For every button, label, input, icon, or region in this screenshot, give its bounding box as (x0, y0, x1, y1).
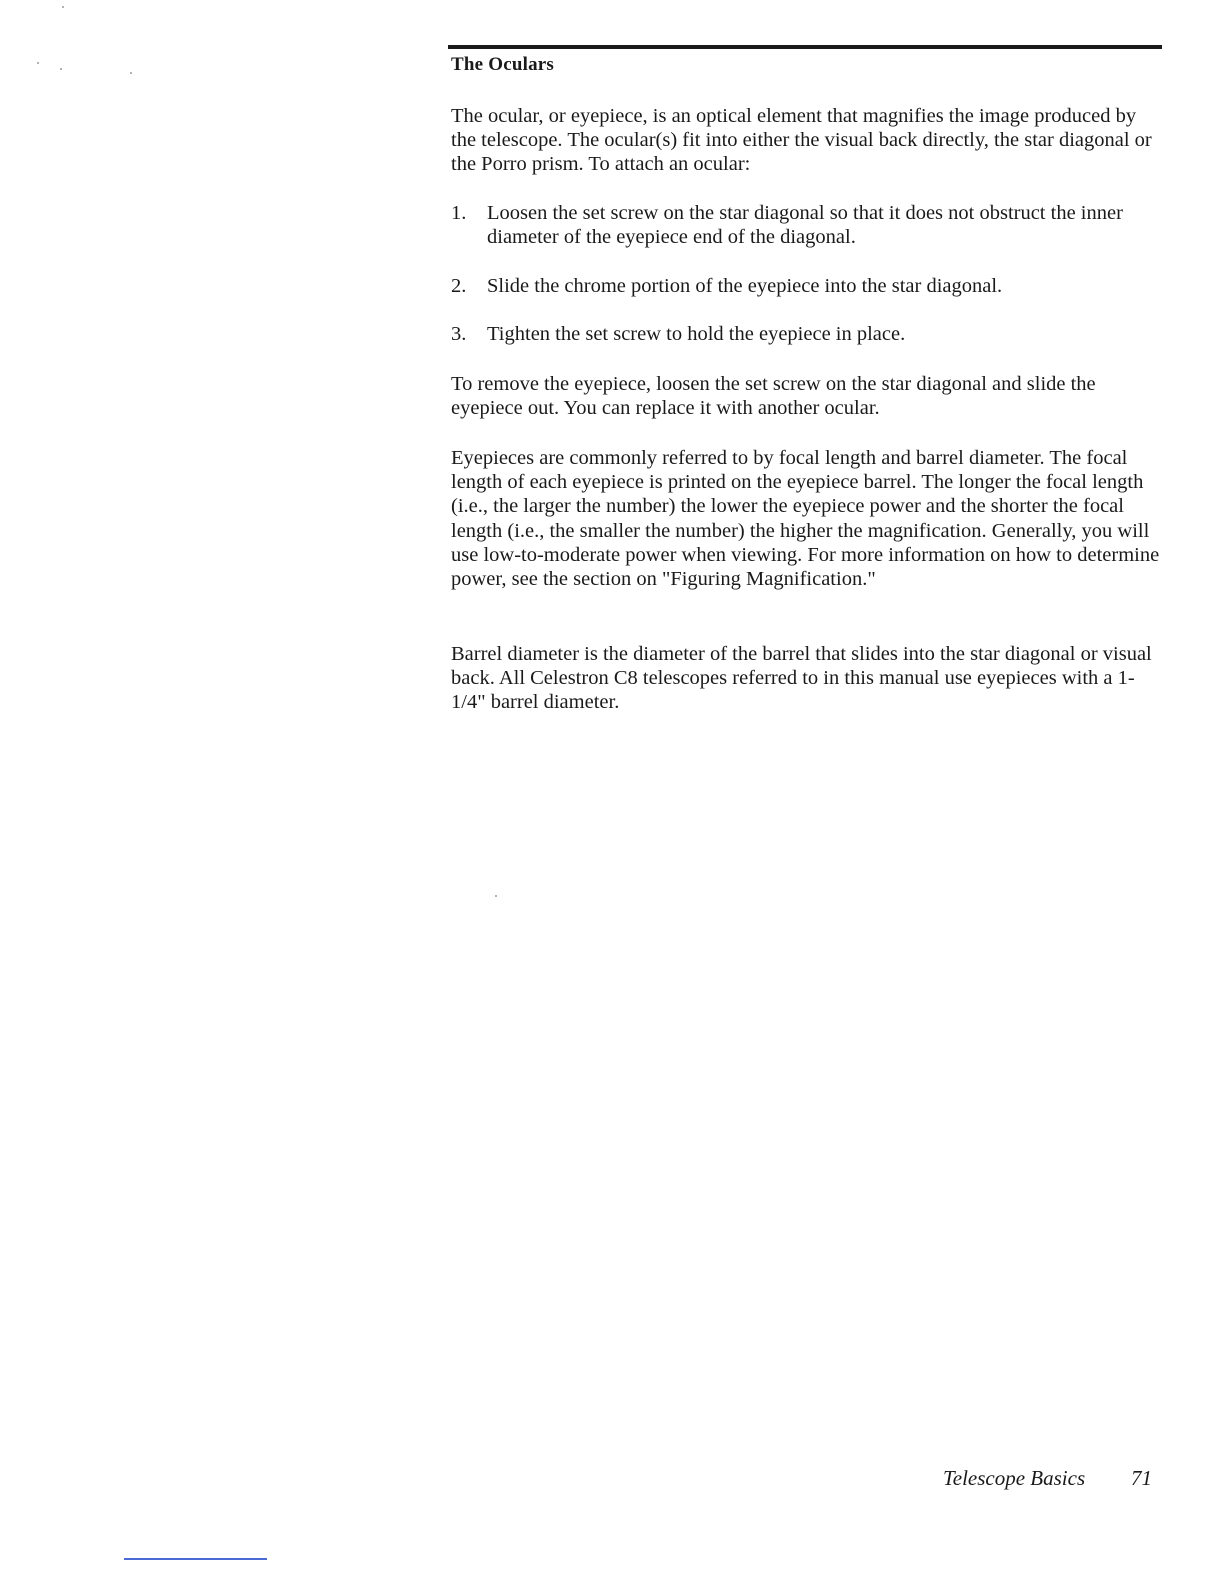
step-item (451, 201, 1163, 249)
scan-speck (62, 6, 64, 8)
scan-speck (495, 895, 497, 897)
step-item (451, 274, 1163, 298)
page-number: 71 (1131, 1466, 1152, 1490)
footer-section-title: Telescope Basics (943, 1466, 1086, 1490)
scan-speck (130, 72, 132, 74)
section-rule (448, 45, 1162, 49)
scan-speck (60, 68, 62, 70)
step-text: Loosen the set screw on the star diagonal so that it does not obstruct the inner diameter of the eyepiece end of the diagonal. (487, 202, 1123, 249)
scan-edge-line (124, 1558, 267, 1560)
focal-length-paragraph: Eyepieces are commonly referred to by focal length and barrel diameter. The focal length of each eyepiece is printed on the eyepiece barrel. The longer the focal length (i.e., the larger the number) the lower the eyepiece power and the shorter the focal length (i.e., the smaller the number) the higher the magnification. Generally, you will use low-to-moderate power when viewing. For more information on how to determine power, see the section on "Figuring Magnification." (451, 447, 1160, 591)
step-number: 1. (451, 202, 467, 224)
remove-paragraph: To remove the eyepiece, loosen the set screw on the star diagonal and slide the eyepiece out. You can replace it with another ocular. (451, 373, 1096, 420)
step-item (451, 322, 1163, 346)
step-text: Slide the chrome portion of the eyepiece into the star diagonal. (487, 275, 1003, 297)
intro-paragraph: The ocular, or eyepiece, is an optical element that magnifies the image produced by the telescope. The ocular(s) fit into either the visual back directly, the star diagonal or the Porro prism. To attach an ocular: (451, 105, 1152, 176)
section-title: The Oculars (451, 54, 555, 75)
step-number: 3. (451, 323, 467, 345)
scan-speck (37, 62, 39, 64)
step-text: Tighten the set screw to hold the eyepiece in place. (487, 323, 906, 345)
step-number: 2. (451, 275, 467, 297)
barrel-diameter-paragraph: Barrel diameter is the diameter of the barrel that slides into the star diagonal or visual back. All Celestron C8 telescopes referred to in this manual use eyepieces with a 1-1/4" barrel diameter. (451, 643, 1152, 714)
